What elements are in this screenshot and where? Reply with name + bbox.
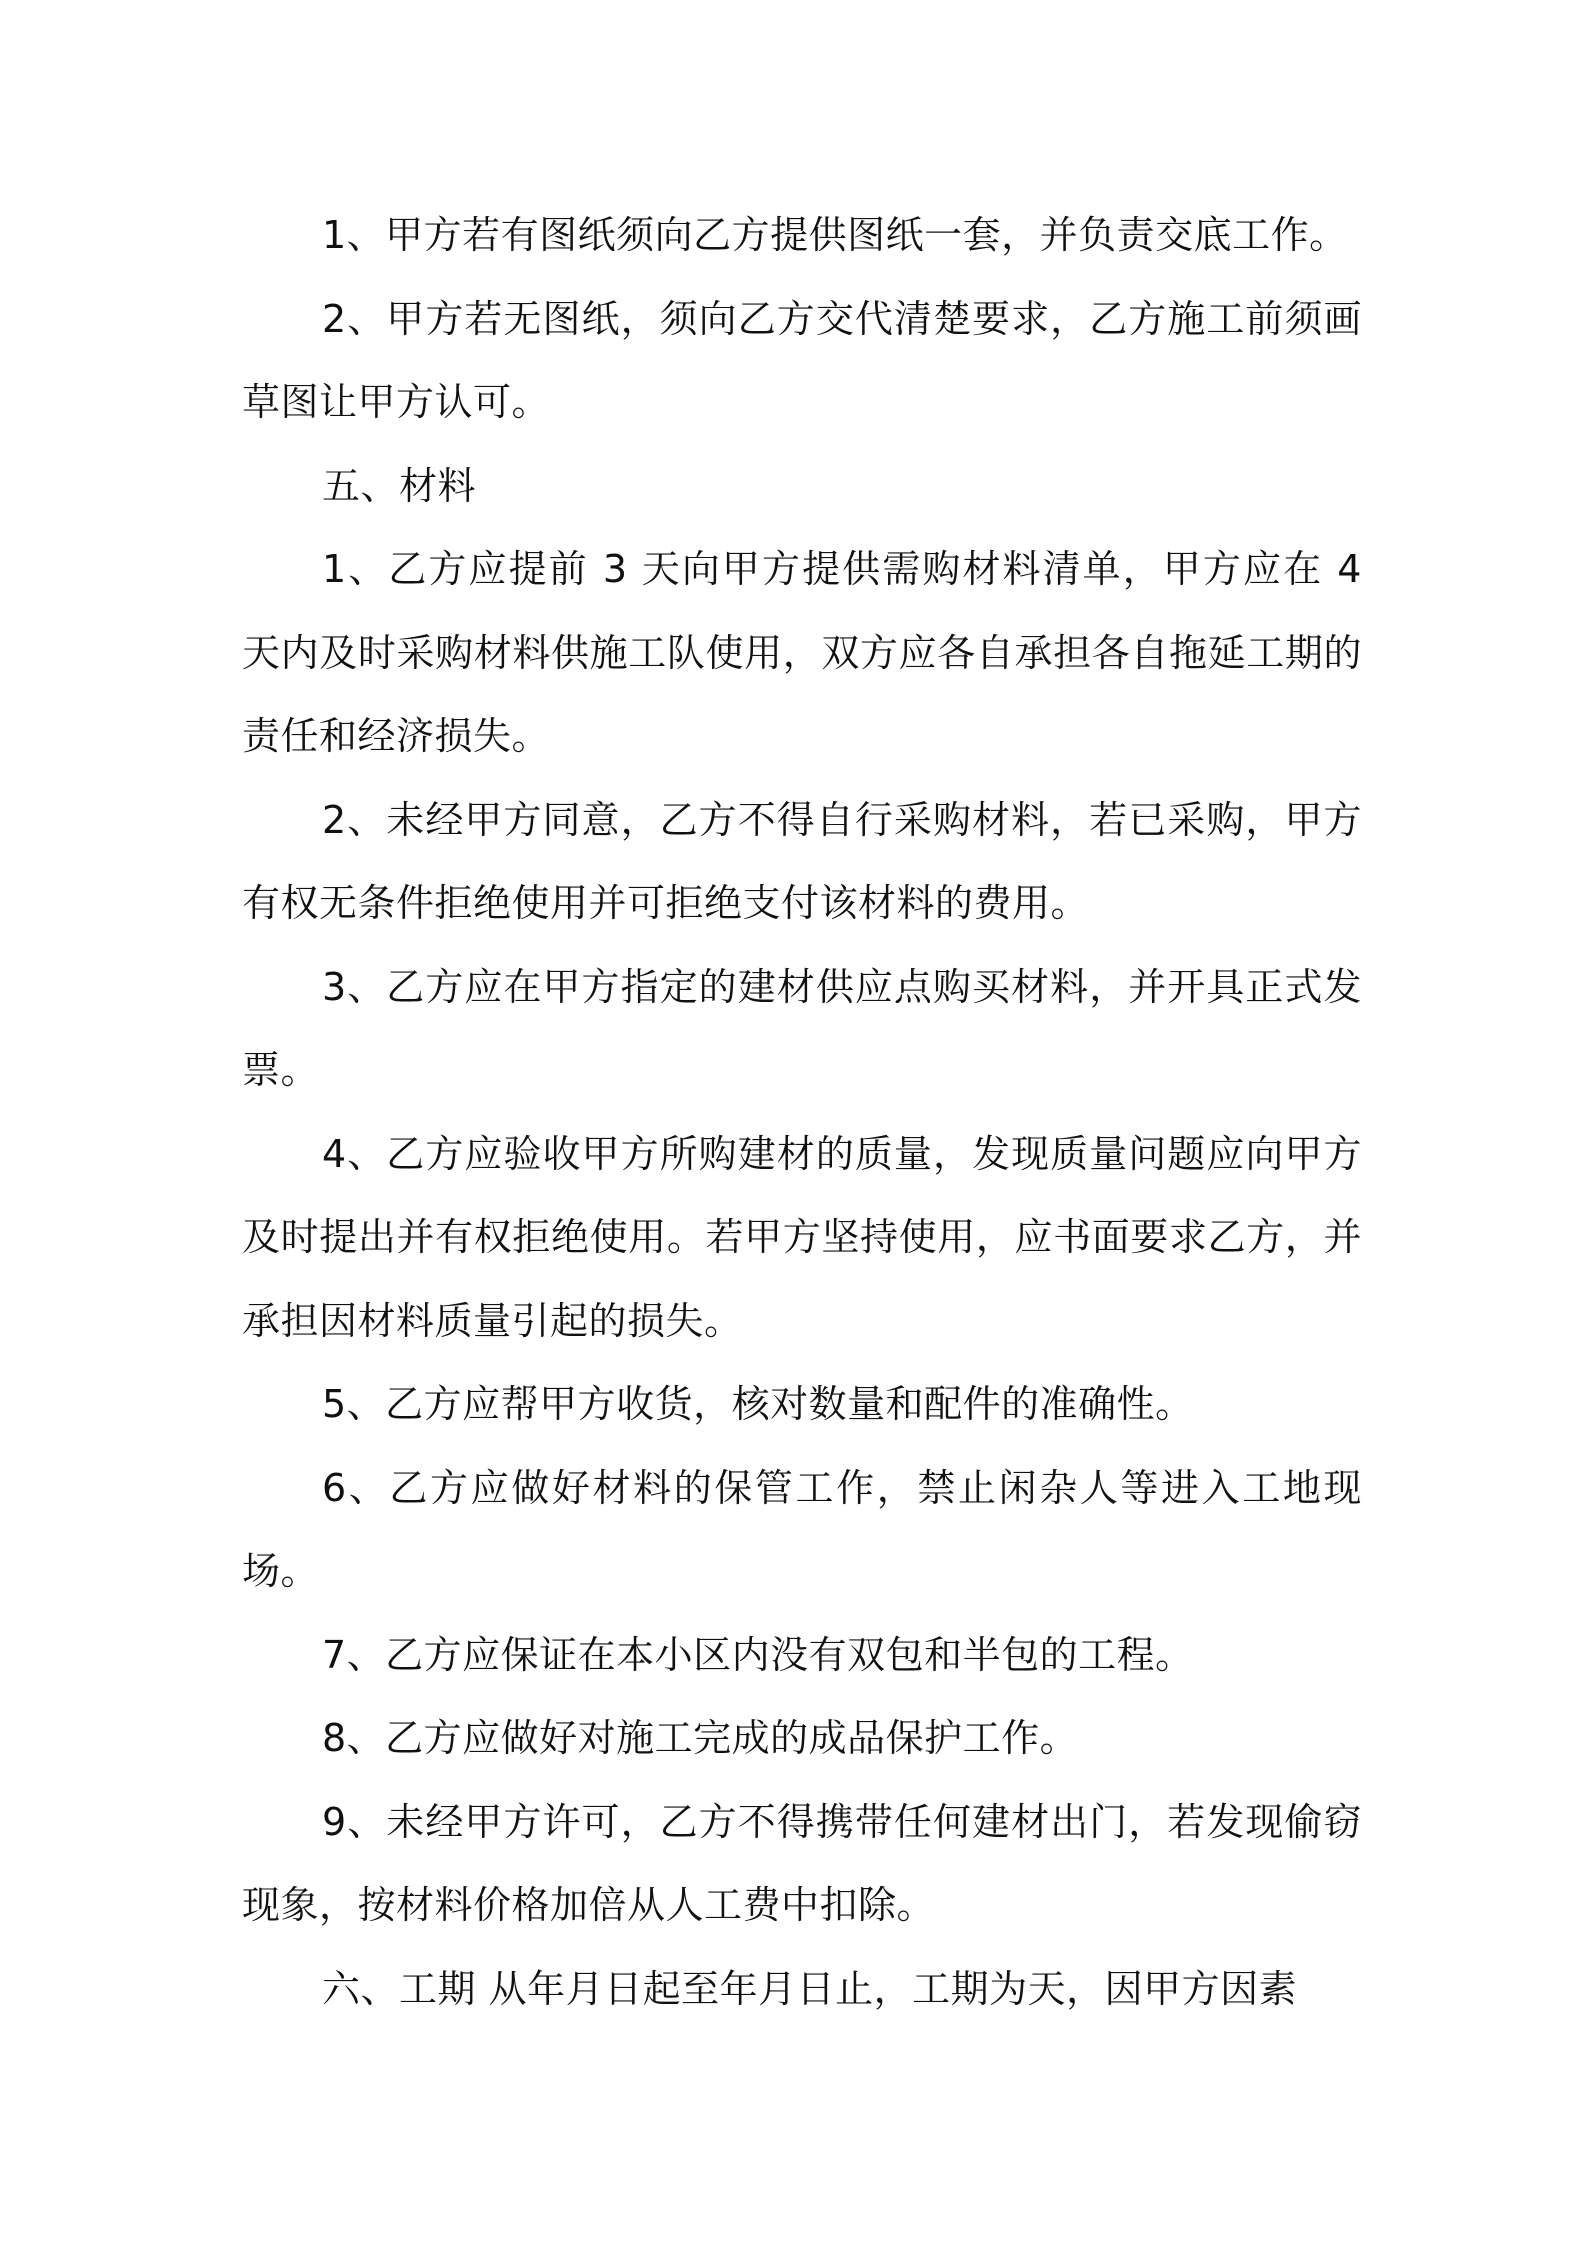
clause-4-2: 2、甲方若无图纸，须向乙方交代清楚要求，乙方施工前须画草图让甲方认可。 — [242, 296, 1362, 424]
clause-5-6: 6、乙方应做好材料的保管工作，禁止闲杂人等进入工地现场。 — [242, 1465, 1362, 1593]
clause-5-2: 2、未经甲方同意，乙方不得自行采购材料，若已采购，甲方有权无条件拒绝使用并可拒绝支付该材料的费用。 — [242, 797, 1362, 925]
clause-5-1: 1、乙方应提前 3 天向甲方提供需购材料清单，甲方应在 4 天内及时采购材料供施工队使用，双方应各自承担各自拖延工期的责任和经济损失。 — [242, 547, 1362, 758]
clause-5-7: 7、乙方应保证在本小区内没有双包和半包的工程。 — [322, 1632, 1194, 1677]
section-heading-materials: 五、材料 — [322, 463, 477, 508]
clause-5-5: 5、乙方应帮甲方收货，核对数量和配件的准确性。 — [322, 1382, 1194, 1426]
clause-5-9: 9、未经甲方许可，乙方不得携带任何建材出门，若发现偷窃现象，按材料价格加倍从人工费中扣除。 — [242, 1799, 1362, 1927]
clause-5-3: 3、乙方应在甲方指定的建材供应点购买材料，并开具正式发票。 — [242, 964, 1362, 1092]
clause-4-1: 1、甲方若有图纸须向乙方提供图纸一套，并负责交底工作。 — [322, 213, 1348, 257]
section-heading-schedule: 六、工期 从年月日起至年月日止，工期为天，因甲方因素 — [322, 1966, 1298, 2011]
clause-5-8: 8、乙方应做好对施工完成的成品保护工作。 — [322, 1716, 1079, 1760]
document-body — [242, 194, 1362, 2031]
clause-5-4: 4、乙方应验收甲方所购建材的质量，发现质量问题应向甲方及时提出并有权拒绝使用。若甲方坚持使用，应书面要求乙方，并承担因材料质量引起的损失。 — [242, 1131, 1362, 1343]
